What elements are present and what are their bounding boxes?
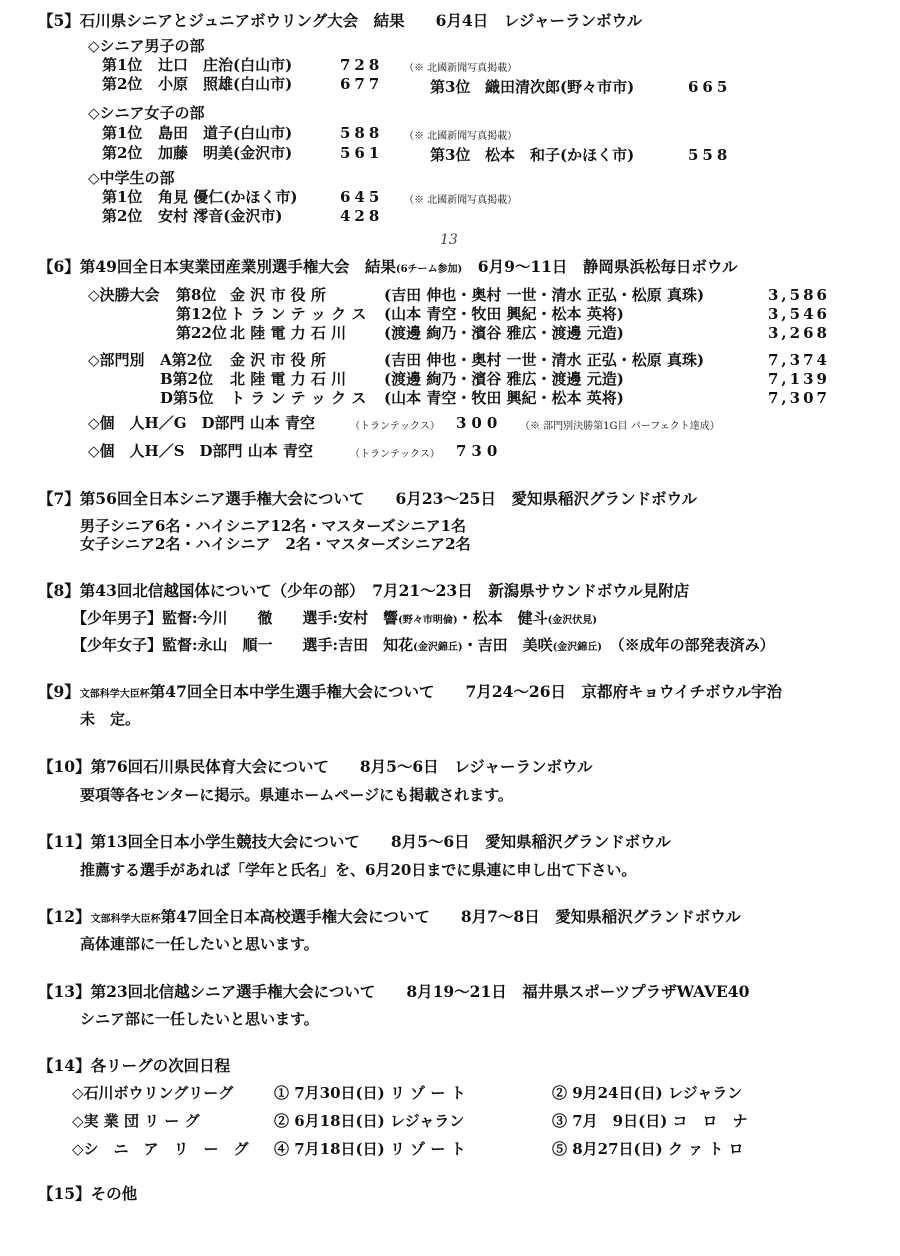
rank: 第1位: [102, 124, 143, 142]
rank: 第2位: [102, 207, 143, 225]
girls-tag: 【少年女子】: [72, 636, 163, 654]
score: 300: [456, 414, 503, 432]
player-name: 島田 道子(白山市): [158, 124, 293, 142]
senior-men-header: ◇シニア男子の部: [88, 37, 205, 55]
section-15-title: 【15】その他: [38, 1184, 138, 1203]
rank: 第1位: [102, 188, 143, 206]
members: (吉田 伸也・奥村 一世・清水 正弘・松原 真珠): [384, 286, 705, 304]
members: (渡邊 絢乃・濱谷 雅広・渡邊 元造): [384, 370, 624, 388]
section-9-body: 未 定。: [80, 710, 141, 728]
score: 3,586: [768, 286, 830, 304]
score: 7,139: [768, 370, 830, 388]
score: 7,307: [768, 389, 830, 407]
score: 428: [340, 207, 384, 225]
player-name: 辻口 庄治(白山市): [158, 56, 293, 74]
league-date: ② 6月18日(日) レジャラン: [274, 1112, 465, 1130]
score: 3,268: [768, 324, 830, 342]
rank: 第8位: [176, 286, 217, 304]
handwritten-mark: 13: [440, 232, 458, 248]
members: (山本 青空・牧田 興紀・松本 英将): [384, 305, 624, 323]
section-9-title: [38, 683, 782, 704]
score: 677: [340, 75, 384, 93]
player-name: 角見 優仁(かほく市): [158, 188, 298, 206]
note: （※ 北國新聞写真掲載）: [404, 195, 518, 206]
section-13-title: 【13】第23回北信越シニア選手権大会について 8月19～21日 福井県スポーツプラザWAVE40: [38, 982, 750, 1001]
senior-women-header: ◇シニア女子の部: [88, 104, 205, 122]
player-name: 織田清次郎(野々市市): [485, 78, 635, 96]
rank: 第12位: [176, 305, 227, 323]
team: （トランテックス）: [350, 421, 440, 432]
section-7-line: 男子シニア6名・ハイシニア12名・マスターズシニア1名: [80, 517, 467, 535]
girls-text: 監督:永山 順一 選手:吉田 知花: [162, 636, 414, 654]
section-6-team-count: (6チーム参加): [395, 264, 463, 275]
section-6-title-rest: 6月9～11日 静岡県浜松毎日ボウル: [477, 257, 738, 276]
boys-entry: [72, 609, 597, 630]
league-date: ④ 7月18日(日) リ ゾ ー ト: [274, 1140, 466, 1158]
note: （※ 部門別決勝第1G目 パーフェクト達成）: [520, 421, 720, 432]
members: (山本 青空・牧田 興紀・松本 英将): [384, 389, 624, 407]
individual-hs-label: ◇個 人H／S D部門 山本 青空: [88, 442, 313, 460]
rank: 第3位: [430, 146, 471, 164]
team: ト ラ ン テ ッ ク ス: [230, 305, 367, 323]
score: 588: [340, 124, 384, 142]
section-10-body: 要項等各センターに掲示。県連ホームページにも掲載されます。: [80, 786, 513, 804]
note: （※ 北國新聞写真掲載）: [404, 131, 518, 142]
score: 3,546: [768, 305, 830, 323]
section-7-title: 【7】第56回全日本シニア選手権大会について 6月23～25日 愛知県稲沢グランドボウル: [38, 489, 698, 508]
player-name: 小原 照雄(白山市): [158, 75, 293, 93]
team: （トランテックス）: [350, 449, 440, 460]
section-12-title-main: 第47回全日本高校選手権大会について 8月7～8日 愛知県稲沢グランドボウル: [160, 907, 741, 926]
score: 561: [340, 144, 384, 162]
player-name: 安村 澪音(金沢市): [158, 207, 283, 225]
section-8-title: 【8】第43回北信越国体について（少年の部） 7月21～23日 新潟県サウンドボウル見附店: [38, 581, 690, 600]
rank: 第1位: [102, 56, 143, 74]
section-14-title: 【14】各リーグの次回日程: [38, 1056, 231, 1075]
player-name: 加藤 明美(金沢市): [158, 144, 293, 162]
section-12-cup: 文部科学大臣杯: [90, 914, 161, 925]
team: 金 沢 市 役 所: [230, 351, 326, 369]
league-name: ◇石川ボウリングリーグ: [72, 1084, 234, 1102]
league-date: ① 7月30日(日) リ ゾ ー ト: [274, 1084, 466, 1102]
league-date: ③ 7月 9日(日) コ ロ ナ: [552, 1112, 748, 1130]
player-name: 松本 和子(かほく市): [485, 146, 635, 164]
league-date: ⑤ 8月27日(日) ク ァ ト ロ: [552, 1140, 744, 1158]
rank: 第2位: [102, 75, 143, 93]
section-10-title: 【10】第76回石川県民体育大会について 8月5～6日 レジャーランボウル: [38, 757, 593, 776]
score: 645: [340, 188, 384, 206]
section-6-title: [38, 258, 737, 279]
note: （※ 北國新聞写真掲載）: [404, 63, 518, 74]
section-12-title: [38, 908, 741, 929]
score: 558: [688, 146, 732, 164]
score: 665: [688, 78, 732, 96]
section-11-body: 推薦する選手があれば「学年と氏名」を、6月20日までに県連に申し出て下さい。: [80, 861, 637, 879]
section-12-prefix: 【12】: [38, 907, 91, 926]
team: ト ラ ン テ ッ ク ス: [230, 389, 367, 407]
members: (渡邊 絢乃・濱谷 雅広・渡邊 元造): [384, 324, 624, 342]
section-12-body: 高体連部に一任したいと思います。: [80, 935, 319, 953]
school: (野々市明倫): [398, 615, 458, 626]
note: （※成年の部発表済み）: [617, 636, 775, 654]
section-7-line: 女子シニア2名・ハイシニア 2名・マスターズシニア2名: [80, 535, 471, 553]
school: (金沢錦丘): [413, 642, 463, 653]
division-label: ◇部門別: [88, 351, 145, 369]
boys-text: 監督:今川 徹 選手:安村 響: [162, 609, 399, 627]
final-label: ◇決勝大会: [88, 286, 160, 304]
school: (金沢錦丘): [552, 642, 603, 653]
girls-text-2: ・吉田 美咲: [462, 636, 553, 654]
rank: B第2位: [160, 370, 214, 388]
section-9-cup: 文部科学大臣杯: [79, 689, 150, 700]
section-13-body: シニア部に一任したいと思います。: [80, 1010, 319, 1028]
rank: 第2位: [102, 144, 143, 162]
score: 730: [456, 442, 503, 460]
score: 728: [340, 56, 384, 74]
boys-text-2: ・松本 健斗: [457, 609, 548, 627]
individual-hg-label: ◇個 人H／G D部門 山本 青空: [88, 414, 315, 432]
rank: 第22位: [176, 324, 227, 342]
team: 北 陸 電 力 石 川: [230, 324, 347, 342]
league-date: ② 9月24日(日) レジャラン: [552, 1084, 743, 1102]
section-11-title: 【11】第13回全日本小学生競技大会について 8月5～6日 愛知県稲沢グランドボウル: [38, 832, 671, 851]
section-9-title-main: 第47回全日本中学生選手権大会について 7月24～26日 京都府キョウイチボウル宇治: [149, 682, 783, 701]
rank: A第2位: [160, 351, 213, 369]
rank: D第5位: [160, 389, 214, 407]
school: (金沢伏見): [547, 615, 598, 626]
section-9-prefix: 【9】: [38, 682, 80, 701]
rank: 第3位: [430, 78, 471, 96]
junior-high-header: ◇中学生の部: [88, 169, 175, 187]
girls-entry: [72, 636, 775, 657]
team: 北 陸 電 力 石 川: [230, 370, 347, 388]
section-6-title-main: 【6】第49回全日本実業団産業別選手権大会 結果: [38, 257, 396, 276]
league-name: ◇実 業 団 リ ー グ: [72, 1112, 200, 1130]
team: 金 沢 市 役 所: [230, 286, 326, 304]
section-5-title: 【5】石川県シニアとジュニアボウリング大会 結果 6月4日 レジャーランボウル: [38, 11, 643, 30]
score: 7,374: [768, 351, 830, 369]
boys-tag: 【少年男子】: [72, 609, 163, 627]
members: (吉田 伸也・奥村 一世・清水 正弘・松原 真珠): [384, 351, 705, 369]
league-name: ◇シ ニ ア リ ー グ: [72, 1140, 249, 1158]
